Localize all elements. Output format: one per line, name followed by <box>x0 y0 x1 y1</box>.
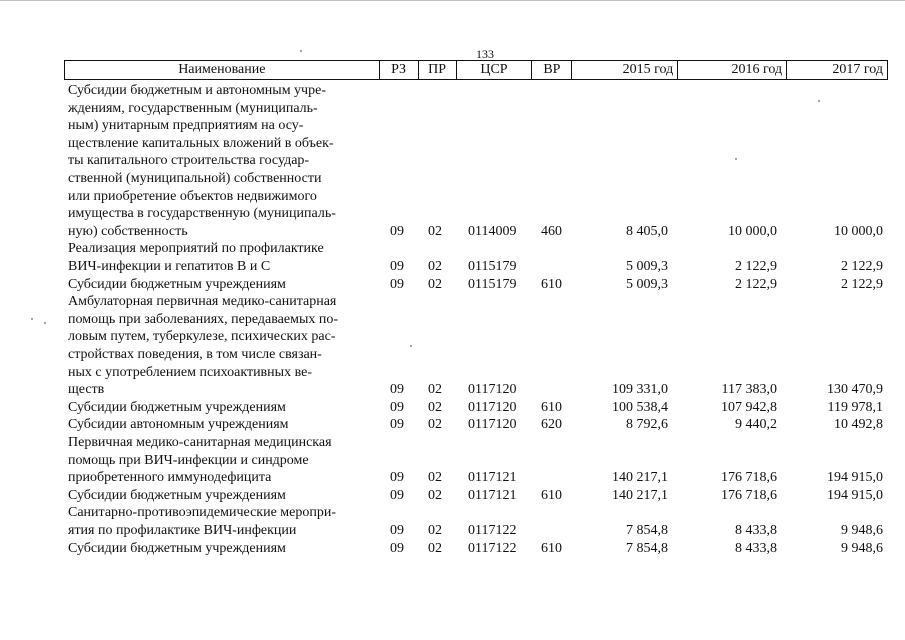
table-row <box>0 540 905 558</box>
row-name: Субсидии бюджетным и автономным учре- ждениям, государственным (муниципаль- ным) унитарным предприятиям на осу- ществление капитальных вложений в объек- ты капитального строительства государ- ственной (муниципальной) собственности или приобретение объектов недвижимого имущества в государственную (муниципаль- ную) собственность <box>68 83 336 239</box>
cell-rz: 09 <box>390 382 404 398</box>
cell-y2015: 8 405,0 <box>626 223 668 239</box>
row-name: Субсидии бюджетным учреждениям <box>68 540 286 556</box>
cell-y2017: 2 122,9 <box>841 276 883 292</box>
header-rz: РЗ <box>380 61 419 79</box>
cell-csr: 0117120 <box>468 417 517 433</box>
cell-csr: 0115179 <box>468 276 517 292</box>
header-2017: 2017 год <box>787 61 888 79</box>
scan-edge-line <box>0 0 905 1</box>
row-name: Субсидии бюджетным учреждениям <box>68 399 286 415</box>
cell-csr: 0114009 <box>468 223 517 239</box>
scan-speck <box>410 345 412 347</box>
cell-pr: 02 <box>428 258 442 274</box>
table-row <box>0 82 905 240</box>
cell-y2017: 10 000,0 <box>834 223 883 239</box>
cell-csr: 0117120 <box>468 382 517 398</box>
cell-rz: 09 <box>390 487 404 503</box>
table-row <box>0 416 905 434</box>
cell-pr: 02 <box>428 470 442 486</box>
cell-y2016: 8 433,8 <box>735 540 777 556</box>
cell-rz: 09 <box>390 417 404 433</box>
scan-speck <box>44 322 46 324</box>
page-number: 133 <box>476 47 494 61</box>
cell-pr: 02 <box>428 382 442 398</box>
cell-y2016: 9 440,2 <box>735 417 777 433</box>
cell-rz: 09 <box>390 522 404 538</box>
cell-y2016: 2 122,9 <box>735 258 777 274</box>
cell-y2016: 2 122,9 <box>735 276 777 292</box>
table-row <box>0 293 905 399</box>
cell-y2017: 119 978,1 <box>827 399 883 415</box>
cell-pr: 02 <box>428 522 442 538</box>
cell-y2016: 176 718,6 <box>721 470 777 486</box>
table-row <box>0 276 905 294</box>
cell-pr: 02 <box>428 487 442 503</box>
row-name: Субсидии бюджетным учреждениям <box>68 487 286 503</box>
cell-rz: 09 <box>390 276 404 292</box>
header-csr: ЦСР <box>457 61 533 79</box>
row-name: Санитарно-противоэпидемические меропри- ятия по профилактике ВИЧ-инфекции <box>68 505 337 538</box>
cell-csr: 0115179 <box>468 258 517 274</box>
header-vr: ВР <box>532 61 572 79</box>
cell-vr: 610 <box>541 276 562 292</box>
cell-y2015: 109 331,0 <box>612 382 668 398</box>
cell-y2015: 5 009,3 <box>626 258 668 274</box>
scan-speck <box>818 100 820 102</box>
table-body <box>0 82 905 557</box>
row-name: Амбулаторная первичная медико-санитарная помощь при заболеваниях, передаваемых по- ловым путем, туберкулезе, психических рас- стройствах поведения, в том числе связан- ных с употреблением психоактивных ве- ществ <box>68 294 339 398</box>
cell-y2017: 194 915,0 <box>827 470 883 486</box>
cell-rz: 09 <box>390 223 404 239</box>
table-row <box>0 504 905 539</box>
cell-csr: 0117121 <box>468 470 517 486</box>
row-name: Субсидии бюджетным учреждениям <box>68 276 286 292</box>
cell-y2017: 9 948,6 <box>841 540 883 556</box>
scan-speck <box>735 158 737 160</box>
cell-rz: 09 <box>390 470 404 486</box>
cell-y2016: 10 000,0 <box>728 223 777 239</box>
header-2016: 2016 год <box>678 61 787 79</box>
cell-csr: 0117122 <box>468 540 517 556</box>
cell-y2015: 100 538,4 <box>612 399 668 415</box>
cell-y2015: 140 217,1 <box>612 470 668 486</box>
cell-pr: 02 <box>428 399 442 415</box>
table-header <box>64 60 888 80</box>
header-2015: 2015 год <box>572 61 678 79</box>
cell-vr: 460 <box>541 223 562 239</box>
table-row <box>0 240 905 275</box>
scan-speck <box>31 318 33 320</box>
cell-vr: 610 <box>541 399 562 415</box>
row-name: Первичная медико-санитарная медицинская помощь при ВИЧ-инфекции и синдроме приобретенного иммунодефицита <box>68 434 332 486</box>
cell-y2015: 8 792,6 <box>626 417 668 433</box>
cell-rz: 09 <box>390 258 404 274</box>
cell-y2015: 140 217,1 <box>612 487 668 503</box>
cell-csr: 0117121 <box>468 487 517 503</box>
cell-y2015: 5 009,3 <box>626 276 668 292</box>
cell-y2017: 130 470,9 <box>827 382 883 398</box>
cell-csr: 0117120 <box>468 399 517 415</box>
cell-vr: 610 <box>541 540 562 556</box>
cell-vr: 620 <box>541 417 562 433</box>
cell-rz: 09 <box>390 399 404 415</box>
cell-y2016: 8 433,8 <box>735 522 777 538</box>
cell-y2016: 117 383,0 <box>721 382 777 398</box>
cell-pr: 02 <box>428 276 442 292</box>
cell-y2015: 7 854,8 <box>626 540 668 556</box>
table-row <box>0 434 905 487</box>
cell-y2017: 9 948,6 <box>841 522 883 538</box>
cell-y2017: 10 492,8 <box>834 417 883 433</box>
cell-y2016: 107 942,8 <box>721 399 777 415</box>
scan-speck <box>300 50 302 52</box>
table-row <box>0 399 905 417</box>
cell-rz: 09 <box>390 540 404 556</box>
header-name: Наименование <box>65 61 380 79</box>
table-row <box>0 487 905 505</box>
cell-y2017: 194 915,0 <box>827 487 883 503</box>
header-pr: ПР <box>419 61 457 79</box>
cell-y2016: 176 718,6 <box>721 487 777 503</box>
cell-csr: 0117122 <box>468 522 517 538</box>
cell-pr: 02 <box>428 417 442 433</box>
cell-y2015: 7 854,8 <box>626 522 668 538</box>
cell-y2017: 2 122,9 <box>841 258 883 274</box>
row-name: Реализация мероприятий по профилактике ВИЧ-инфекции и гепатитов В и С <box>68 241 324 274</box>
row-name: Субсидии автономным учреждениям <box>68 417 289 433</box>
cell-pr: 02 <box>428 540 442 556</box>
cell-vr: 610 <box>541 487 562 503</box>
cell-pr: 02 <box>428 223 442 239</box>
